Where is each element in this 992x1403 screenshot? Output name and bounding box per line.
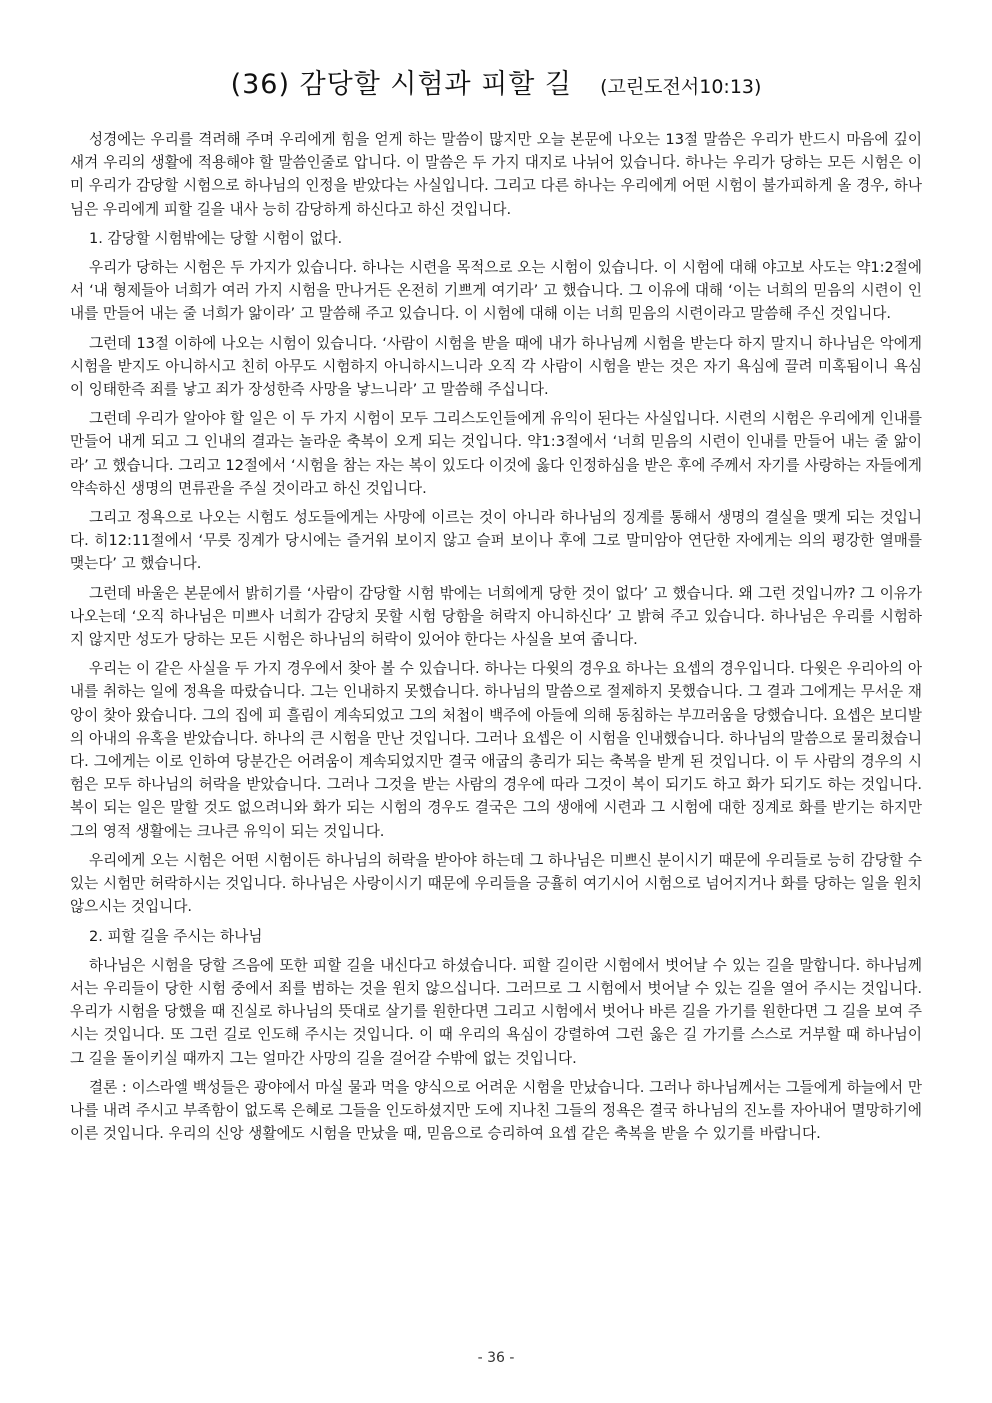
page-number: - 36 - — [477, 1350, 515, 1366]
paragraph: 그런데 13절 이하에 나오는 시험이 있습니다. ‘사람이 시험을 받을 때에 내가 하나님께 시험을 받는다 하지 말지니 하나님은 악에게 시험을 받지도 아니하시고 친히 아무도 시험하지 아니하시느니라 오직 각 사람이 시험을 받는 것은 자기 욕심에 끌려 미혹됨이니 욕심이 잉태한즉 죄를 낳고 죄가 장성한즉 사망을 낳느니라’ 고 말씀해 주십니다. — [70, 334, 922, 399]
paragraph: 그런데 우리가 알아야 할 일은 이 두 가지 시험이 모두 그리스도인들에게 유익이 된다는 사실입니다. 시련의 시험은 우리에게 인내를 만들어 내게 되고 그 인내의 결과는 놀라운 축복이 오게 되는 것입니다. 약1:3절에서 ‘너희 믿음의 시련이 인내를 만들어 내는 줄 앎이라’ 고 했습니다. 그리고 12절에서 ‘시험을 참는 자는 복이 있도다 이것에 옳다 인정하심을 받은 후에 주께서 자기를 사랑하는 자들에게 약속하신 생명의 면류관을 주실 것이라고 하신 것입니다. — [70, 410, 922, 497]
paragraph: 우리는 이 같은 사실을 두 가지 경우에서 찾아 볼 수 있습니다. 하나는 다윗의 경우요 하나는 요셉의 경우입니다. 다윗은 우리아의 아내를 취하는 일에 정욕을 따랐습니다. 그는 인내하지 못했습니다. 하나님의 말씀으로 절제하지 못했습니다. 그 결과 그에게는 무서운 재앙이 찾아 왔습니다. 그의 집에 피 흘림이 계속되었고 그의 처첩이 백주에 아들에 의해 동침하는 부끄러움을 당했습니다. 요셉은 보디발의 아내의 유혹을 받았습니다. 하나의 큰 시험을 만난 것입니다. 그러나 요셉은 이 시험을 인내했습니다. 하나님의 말씀으로 물리쳤습니다. 그에게는 이로 인하여 당분간은 어려움이 계속되었지만 결국 애굽의 총리가 되는 축복을 받게 된 것입니다. 이 두 사람의 경우의 시험은 모두 하나님의 허락을 받았습니다. 그러나 그것을 받는 사람의 경우에 따라 그것이 복이 되기도 하고 화가 되기도 하는 것입니다. 복이 되는 일은 말할 것도 없으려니와 화가 되는 시험의 경우도 결국은 그의 생애에 시련과 그 시험에 대한 징계로 화를 받기는 하지만 그의 영적 생활에는 크나큰 유익이 되는 것입니다. — [70, 660, 922, 840]
section-heading-2: 2. 피할 길을 주시는 하나님 — [88, 927, 263, 945]
paragraph: 하나님은 시험을 당할 즈음에 또한 피할 길을 내신다고 하셨습니다. 피할 길이란 시험에서 벗어날 수 있는 길을 말합니다. 하나님께서는 우리들이 당한 시험 중에서 죄를 범하는 것을 원치 않으십니다. 그러므로 그 시험에서 벗어날 수 있는 길을 열어 주시는 것입니다. 우리가 시험을 당했을 때 진실로 하나님의 뜻대로 살기를 원한다면 그리고 시험에서 벗어나 바른 길을 가기를 원한다면 그 길을 보여 주시는 것입니다. 또 그런 길로 인도해 주시는 것입니다. 이 때 우리의 욕심이 강렬하여 그런 옳은 길 가기를 스스로 거부할 때 하나님이 그 길을 돌이키실 때까지 그는 얼마간 사망의 길을 걸어갈 수밖에 없는 것입니다. — [70, 956, 922, 1067]
paragraph: 우리에게 오는 시험은 어떤 시험이든 하나님의 허락을 받아야 하는데 그 하나님은 미쁘신 분이시기 때문에 우리들로 능히 감당할 수 있는 시험만 허락하시는 것입니다. 하나님은 사랑이시기 때문에 우리들을 긍휼히 여기시어 시험으로 넘어지거나 화를 당하는 일을 원치 않으시는 것입니다. — [70, 851, 922, 916]
title-main: (36) 감당할 시험과 피할 길 — [230, 69, 573, 100]
sermon-title — [0, 62, 992, 101]
scripture-reference: (고린도전서10:13) — [600, 76, 762, 98]
sermon-body — [70, 128, 922, 1151]
paragraph: 우리가 당하는 시험은 두 가지가 있습니다. 하나는 시련을 목적으로 오는 시험이 있습니다. 이 시험에 대해 야고보 사도는 약1:2절에서 ‘내 형제들아 너희가 여러 가지 시험을 만나거든 온전히 기쁘게 여기라’ 고 했습니다. 그 이유에 대해 ‘이는 너희의 믿음의 시련이 인내를 만들어 내는 줄 너희가 앎이라’ 고 말씀해 주고 있습니다. 이 시험에 대해 이는 너희 믿음의 시련이라고 말씀해 주신 것입니다. — [70, 259, 922, 323]
section-heading-1: 1. 감당할 시험밖에는 당할 시험이 없다. — [88, 229, 343, 247]
paragraph: 그런데 바울은 본문에서 밝히기를 ‘사람이 감당할 시험 밖에는 너희에게 당한 것이 없다’ 고 했습니다. 왜 그런 것입니까? 그 이유가 나오는데 ‘오직 하나님은 미쁘사 너희가 감당치 못할 시험 당함을 허락지 아니하신다’ 고 밝혀 주고 있습니다. 하나님은 우리를 시험하지 않지만 성도가 당하는 모든 시험은 하나님의 허락이 있어야 한다는 사실을 보여 줍니다. — [70, 584, 922, 649]
paragraph-intro: 성경에는 우리를 격려해 주며 우리에게 힘을 얻게 하는 말씀이 많지만 오늘 본문에 나오는 13절 말씀은 우리가 반드시 마음에 깊이 새겨 우리의 생활에 적용해야 할 말씀인줄로 압니다. 이 말씀은 두 가지 대지로 나뉘어 있습니다. 하나는 우리가 당하는 모든 시험은 이미 우리가 감당할 시험으로 하나님의 인정을 받았다는 사실입니다. 그리고 다른 하나는 우리에게 어떤 시험이 불가피하게 올 경우, 하나님은 우리에게 피할 길을 내사 능히 감당하게 하신다고 하신 것입니다. — [70, 131, 922, 218]
paragraph-conclusion: 결론 : 이스라엘 백성들은 광야에서 마실 물과 먹을 양식으로 어려운 시험을 만났습니다. 그러나 하나님께서는 그들에게 하늘에서 만나를 내려 주시고 부족함이 없도록 은혜로 그들을 인도하셨지만 도에 지나친 그들의 정욕은 결국 하나님의 진노를 자아내어 멸망하기에 이른 것입니다. 우리의 신앙 생활에도 시험을 만났을 때, 믿음으로 승리하여 요셉 같은 축복을 받을 수 있기를 바랍니다. — [70, 1078, 922, 1143]
paragraph: 그리고 정욕으로 나오는 시험도 성도들에게는 사망에 이르는 것이 아니라 하나님의 징계를 통해서 생명의 결실을 맺게 되는 것입니다. 히12:11절에서 ‘무릇 징계가 당시에는 즐거워 보이지 않고 슬퍼 보이나 후에 그로 말미암아 연단한 자에게는 의의 평강한 열매를 맺는다’ 고 했습니다. — [70, 509, 922, 573]
